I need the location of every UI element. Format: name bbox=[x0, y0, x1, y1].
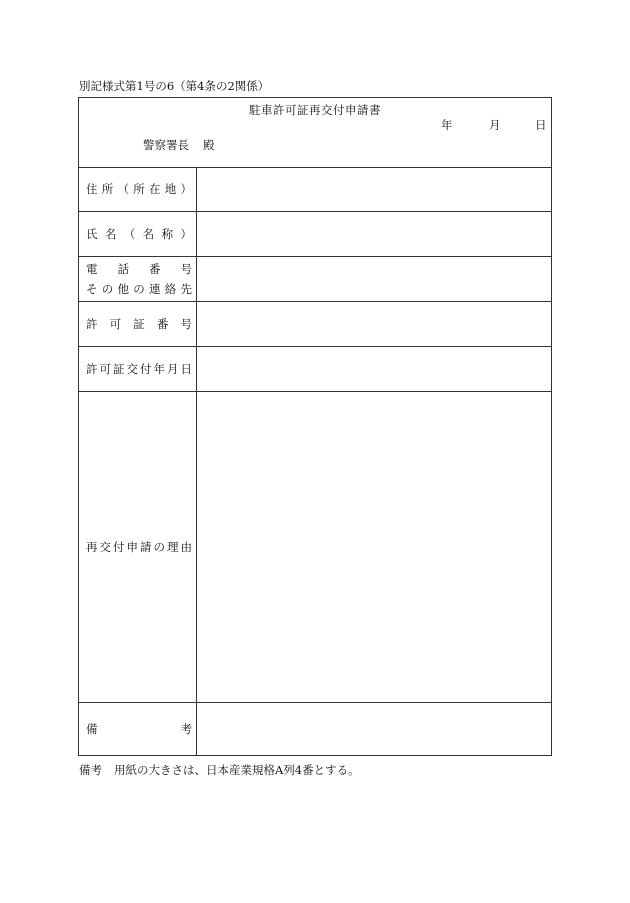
label-char: 付 bbox=[140, 362, 152, 376]
issue-date-label bbox=[86, 359, 192, 379]
label-char: 考 bbox=[180, 722, 192, 736]
reason-label bbox=[86, 537, 192, 557]
label-char: の bbox=[153, 540, 165, 554]
label-cell-reason bbox=[79, 392, 197, 702]
label-char: 許 bbox=[86, 362, 98, 376]
name-field[interactable] bbox=[197, 212, 551, 256]
form-title: 駐車許可証再交付申請書 bbox=[249, 103, 381, 117]
permit-number-field[interactable] bbox=[197, 302, 551, 346]
form-header bbox=[79, 98, 551, 168]
label-char: 在 bbox=[149, 182, 161, 196]
row-reason bbox=[79, 392, 551, 703]
label-char: 話 bbox=[117, 262, 129, 276]
addressee-honorific: 殿 bbox=[203, 138, 215, 152]
footnote bbox=[79, 763, 360, 777]
label-char: 月 bbox=[167, 362, 179, 376]
label-char: 番 bbox=[149, 262, 161, 276]
address-label bbox=[86, 179, 192, 199]
label-char: 許 bbox=[86, 317, 98, 331]
label-char: （ bbox=[123, 227, 136, 241]
label-char: そ bbox=[86, 282, 98, 296]
row-issue-date bbox=[79, 347, 551, 392]
label-char: 氏 bbox=[86, 227, 98, 241]
label-char: 連 bbox=[149, 282, 161, 296]
label-cell-contact bbox=[79, 257, 197, 301]
label-char: 可 bbox=[99, 362, 111, 376]
label-char: 名 bbox=[142, 227, 155, 241]
label-char: 住 bbox=[86, 182, 98, 196]
label-char: 他 bbox=[117, 282, 129, 296]
contact-label bbox=[86, 259, 192, 299]
label-char: 先 bbox=[180, 282, 192, 296]
label-char: 備 bbox=[86, 722, 98, 736]
label-cell-issue-date bbox=[79, 347, 197, 391]
label-char: 交 bbox=[99, 540, 111, 554]
label-char: 申 bbox=[126, 540, 138, 554]
row-name bbox=[79, 212, 551, 257]
contact-field[interactable] bbox=[197, 257, 551, 301]
label-char: 証 bbox=[133, 317, 145, 331]
label-char: 可 bbox=[109, 317, 122, 331]
permit-number-label bbox=[86, 314, 192, 334]
label-char: 年 bbox=[153, 362, 165, 376]
date-day-label: 日 bbox=[535, 118, 547, 132]
address-field[interactable] bbox=[197, 167, 551, 211]
label-cell-remarks bbox=[79, 703, 197, 755]
label-char: ） bbox=[180, 182, 192, 196]
label-char: （ bbox=[117, 182, 129, 196]
label-cell-name bbox=[79, 212, 197, 256]
reason-field[interactable] bbox=[197, 392, 551, 702]
label-char: 所 bbox=[101, 182, 114, 196]
label-char: 電 bbox=[86, 262, 98, 276]
remarks-label bbox=[86, 719, 192, 739]
label-char: 地 bbox=[164, 182, 177, 196]
row-address bbox=[79, 167, 551, 212]
row-contact bbox=[79, 257, 551, 302]
label-char: 証 bbox=[113, 362, 125, 376]
label-char: 称 bbox=[161, 227, 174, 241]
label-char: 日 bbox=[180, 362, 192, 376]
row-permit-number bbox=[79, 302, 551, 347]
label-char: 号 bbox=[180, 317, 192, 331]
label-cell-permit-number bbox=[79, 302, 197, 346]
label-char: 番 bbox=[156, 317, 169, 331]
label-char: 理 bbox=[167, 540, 179, 554]
label-cell-address bbox=[79, 167, 197, 211]
label-char: 名 bbox=[104, 227, 117, 241]
addressee-office: 警察署長 bbox=[143, 138, 189, 152]
addressee bbox=[143, 138, 215, 152]
footnote-prefix: 備考 bbox=[79, 763, 102, 777]
application-form bbox=[78, 97, 552, 756]
date-month-label: 月 bbox=[489, 118, 501, 132]
row-remarks bbox=[79, 703, 551, 755]
name-label bbox=[86, 224, 192, 244]
issue-date-field[interactable] bbox=[197, 347, 551, 391]
label-char: ） bbox=[180, 227, 192, 241]
label-char: 絡 bbox=[164, 282, 177, 296]
form-number-label: 別記様式第1号の6（第4条の2関係） bbox=[79, 79, 270, 93]
label-char: 付 bbox=[113, 540, 125, 554]
label-char: 由 bbox=[180, 540, 192, 554]
label-char: 交 bbox=[126, 362, 138, 376]
label-char: の bbox=[133, 282, 145, 296]
date-year-label: 年 bbox=[441, 118, 453, 132]
label-char: 再 bbox=[86, 540, 98, 554]
label-char: の bbox=[101, 282, 114, 296]
footnote-text: 用紙の大きさは、日本産業規格A列4番とする。 bbox=[114, 763, 360, 777]
phone-label-line bbox=[86, 259, 192, 279]
label-char: 号 bbox=[180, 262, 192, 276]
label-char: 請 bbox=[140, 540, 152, 554]
other-contact-label-line bbox=[86, 279, 192, 299]
label-char: 所 bbox=[133, 182, 145, 196]
remarks-field[interactable] bbox=[197, 703, 551, 755]
